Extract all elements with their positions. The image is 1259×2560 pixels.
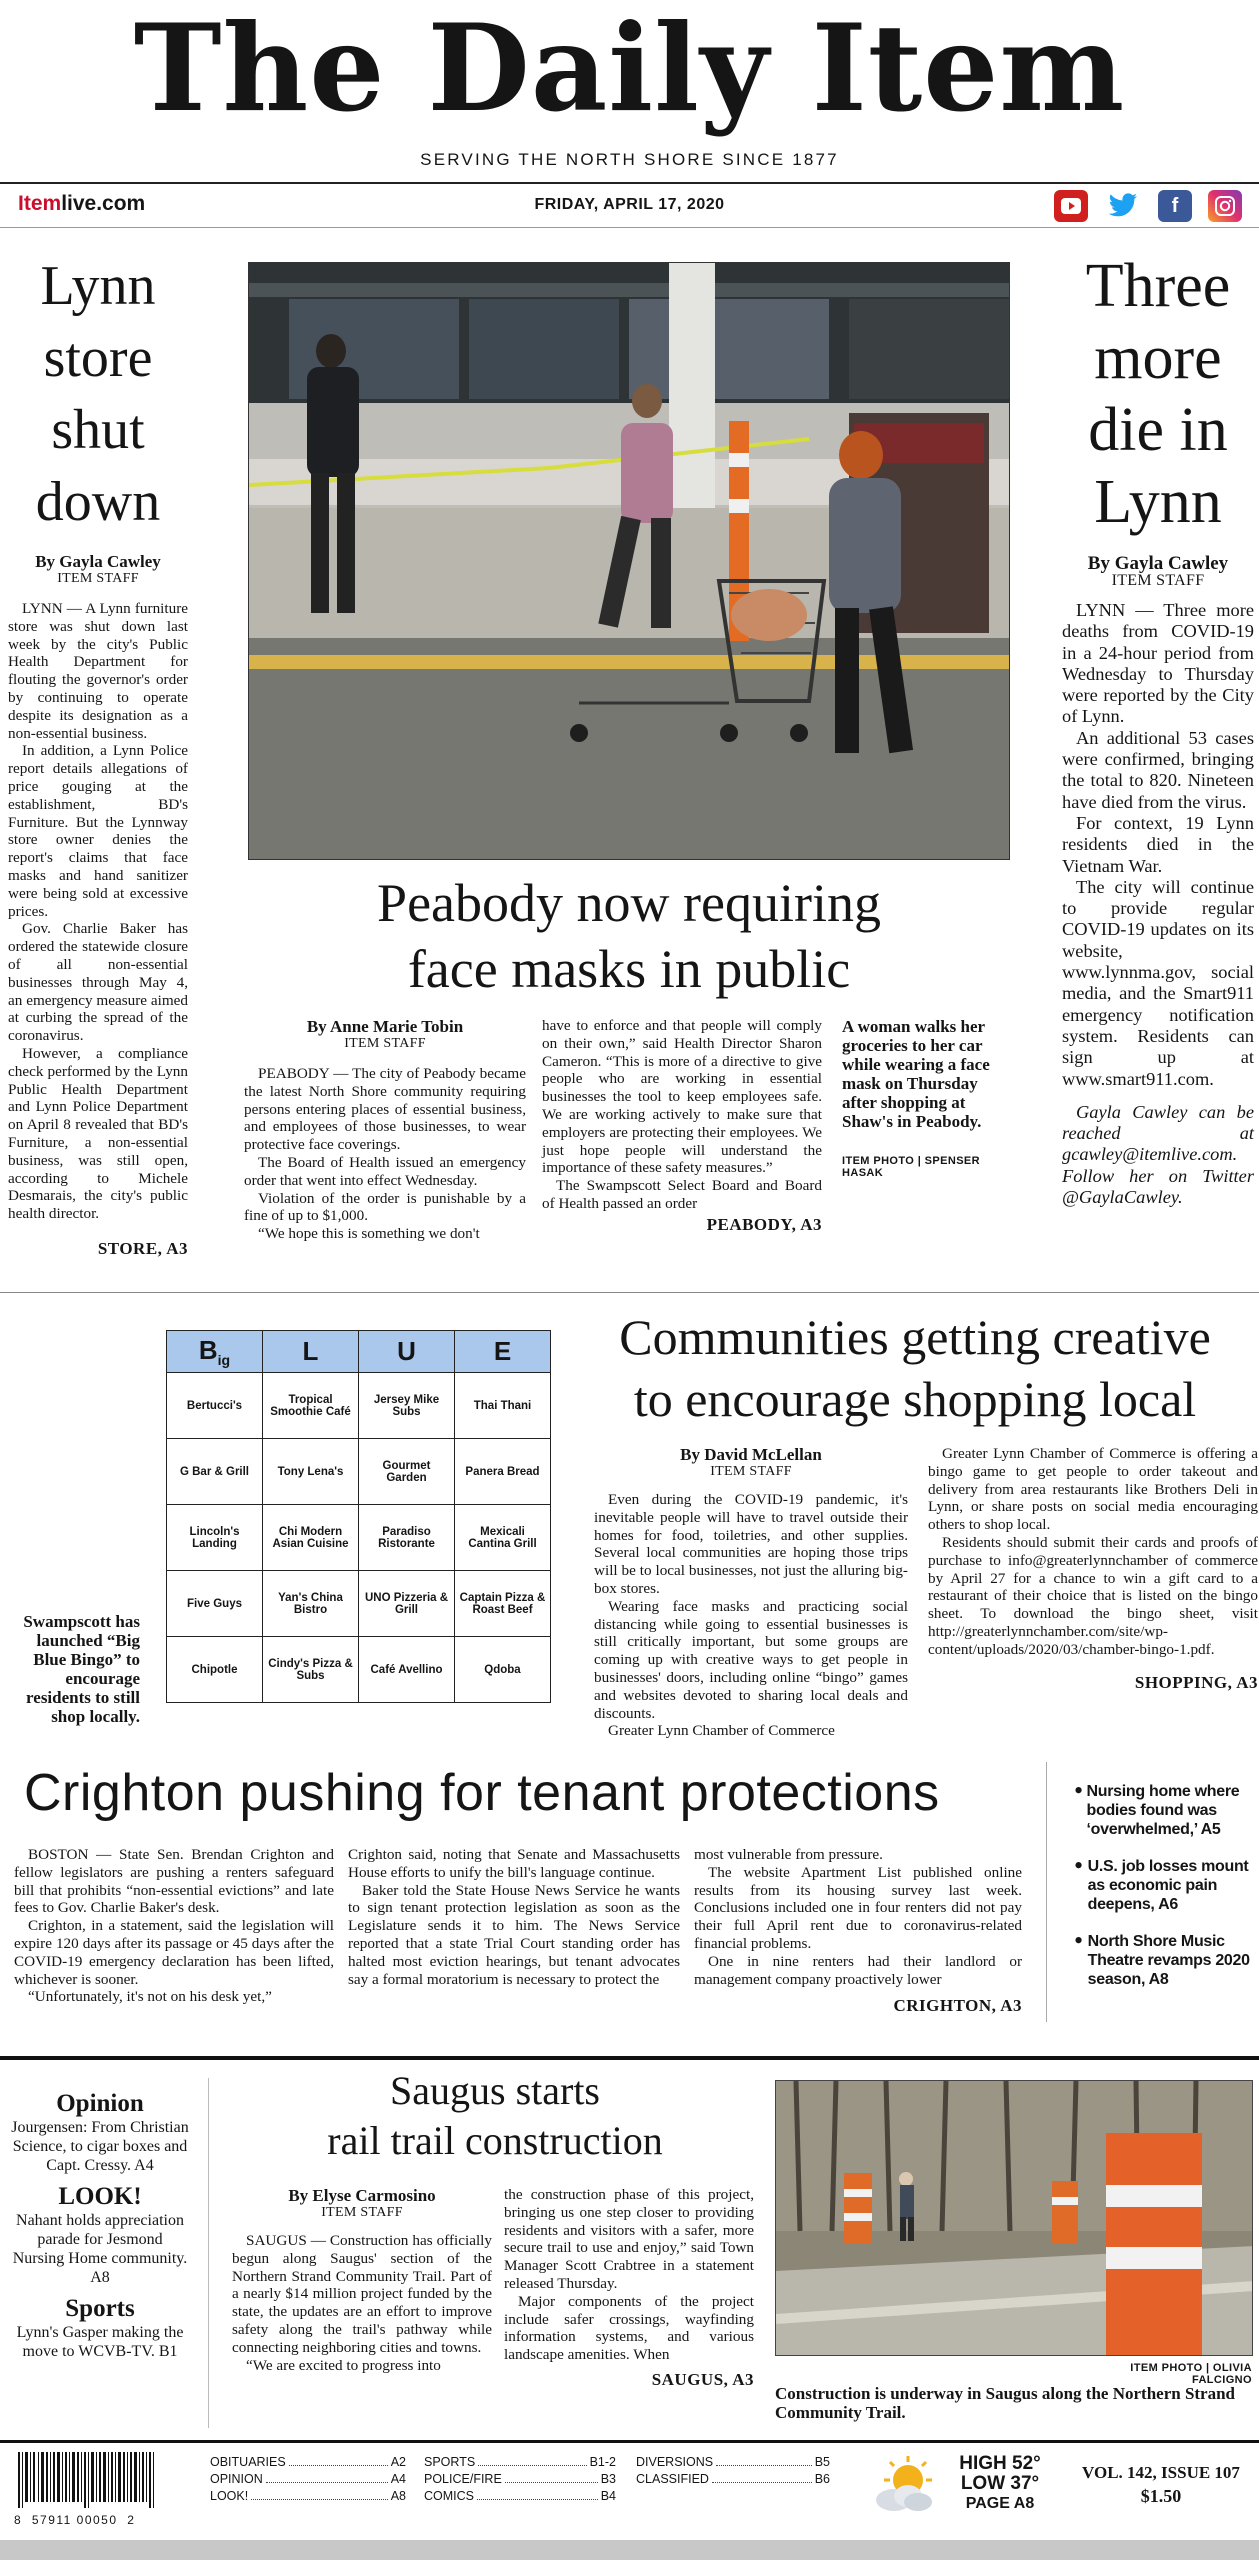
crighton-col3: [694, 1846, 1022, 2016]
peabody-photo-caption: A woman walks her groceries to her car while wearing a face mask on Thursday after shopping at Shaw's in Peabody.: [842, 1017, 990, 1131]
three-more-headline[interactable]: Three more die in Lynn: [1085, 252, 1231, 536]
masthead: [0, 0, 1259, 169]
saugus-jump[interactable]: SAUGUS, A3: [651, 2369, 754, 2389]
paragraph: Violation of the order is punishable by a fine of up to $1,000.: [244, 1189, 526, 1225]
saugus-staff: ITEM STAFF: [321, 2205, 403, 2220]
paragraph: “Unfortunately, it's not on his desk yet,”: [28, 1988, 272, 2006]
communities-staff: ITEM STAFF: [710, 1464, 792, 1479]
info-bar: [0, 182, 1259, 228]
crighton-body-col3: [694, 1846, 1022, 1988]
index-row[interactable]: [424, 2471, 616, 2488]
store-front-image: [249, 263, 1010, 860]
paragraph: most vulnerable from pressure.: [694, 1846, 883, 1863]
paragraph: Even during the COVID-19 pandemic, it's inevitable people will have to travel outside their homes for food, toiletries, and other supplies. Several local communities are hoping those trips will be to local businesses, not just the alluring big-box stores.: [594, 1491, 908, 1597]
instagram-icon[interactable]: [1208, 190, 1242, 222]
paragraph: Greater Lynn Chamber of Commerce is offering a bingo game to get people to order takeout and delivery from area restaurants like Brothers Deli in Lynn, or share posts on social media encouraging others to shop local.: [928, 1445, 1258, 1534]
ear-text: Jourgensen: From Christian Science, to cigar boxes and Capt. Cressy. A4: [11, 2119, 189, 2174]
bingo-cell: Gourmet Garden: [359, 1439, 455, 1505]
promo-item[interactable]: [1074, 1926, 1259, 1989]
paragraph: BOSTON — State Sen. Brendan Crighton and fellow legislators are pushing a renters safeguard bill that prohibits “non-essential evictions” and late fees to Gov. Charlie Baker's desk.: [14, 1846, 334, 1917]
paragraph: “We are excited to progress into: [246, 2356, 441, 2374]
index-row[interactable]: [210, 2454, 406, 2471]
site-link-suffix: live.com: [61, 192, 146, 215]
price: $1.50: [1140, 2486, 1182, 2506]
bingo-card: [166, 1330, 551, 1703]
paragraph: The city will continue to provide regular COVID-19 updates on its website, www.lynnma.gov, social media, and the Smart911 emergency notification system. Residents can sign up at www.smart911.com.: [1062, 876, 1254, 1089]
paragraph: The website Apartment List published online results from its housing survey last week. Conclusions included one in four renters did not pay their full April rent due to coronavirus-related financial problems.: [694, 1863, 1022, 1952]
saugus-body-col1: [232, 2232, 492, 2374]
bingo-header: E: [455, 1331, 551, 1373]
index-label: OBITUARIES: [210, 2455, 286, 2469]
peabody-photo: [248, 262, 1010, 860]
crighton-jump[interactable]: CRIGHTON, A3: [893, 1996, 1022, 2016]
ear-item-sports[interactable]: [10, 2295, 190, 2361]
crighton-col2: [348, 1846, 680, 1988]
index-label: CLASSIFIED: [636, 2472, 709, 2486]
index-label: LOOK!: [210, 2489, 249, 2503]
three-more-byline: By Gayla Cawley: [1087, 553, 1229, 574]
bingo-cell: Qdoba: [455, 1637, 551, 1703]
bingo-cell: Bertucci's: [167, 1373, 263, 1439]
leader-dots: [289, 2454, 388, 2466]
issue-date: FRIDAY, APRIL 17, 2020: [534, 196, 725, 213]
ear-text: Nahant holds appreciation parade for Jesmond Nursing Home community. A8: [12, 2212, 188, 2286]
saugus-headline-line2: rail trail construction: [327, 2118, 663, 2163]
peabody-byline: By Anne Marie Tobin: [306, 1017, 464, 1036]
barcode-icon: [14, 2452, 174, 2508]
peabody-headline-line2: face masks in public: [407, 939, 851, 999]
communities-headline-line1: Communities getting creative: [619, 1309, 1211, 1365]
lynn-store-body: [8, 600, 188, 1223]
crighton-body-col1: [14, 1846, 334, 2006]
bingo-cell: Mexicali Cantina Grill: [455, 1505, 551, 1571]
paragraph: Greater Lynn Chamber of Commerce: [608, 1722, 835, 1740]
communities-jump[interactable]: SHOPPING, A3: [1134, 1672, 1258, 1692]
leader-dots: [251, 2488, 387, 2500]
index-label: COMICS: [424, 2489, 474, 2503]
communities-headline[interactable]: [580, 1306, 1250, 1430]
bingo-cell: UNO Pizzeria & Grill: [359, 1571, 455, 1637]
peabody-body-col2: [542, 1017, 822, 1213]
bingo-header: U: [359, 1331, 455, 1373]
leader-dots: [266, 2471, 388, 2483]
index-col-1: [210, 2454, 406, 2505]
peabody-photo-credit: ITEM PHOTO | SPENSER HASAK: [842, 1155, 981, 1179]
bingo-cell: Yan's China Bistro: [263, 1571, 359, 1637]
communities-body-col2: [928, 1445, 1258, 1659]
bingo-cell: Tony Lena's: [263, 1439, 359, 1505]
paragraph: LYNN — A Lynn furniture store was shut down last week by the city's Public Health Department for flouting the governor's order by continuing to operate despite its designation as a non-essential business.: [8, 600, 188, 742]
index-label: SPORTS: [424, 2455, 476, 2469]
leader-dots: [505, 2471, 598, 2483]
bingo-cell: Jersey Mike Subs: [359, 1373, 455, 1439]
three-more-article: [1062, 250, 1254, 1208]
peabody-col1: [244, 1017, 526, 1243]
barcode: [14, 2452, 184, 2528]
paragraph: Residents should submit their cards and proofs of purchase to info@greaterlynnchamber of commerce by April 27 for a chance to win a gift card to a restaurant of their choice that is listed on the bingo sheet. To download the bingo sheet, visit http://greaterlynnchamber.com/site/wp-content/uploads/2020/03/chamber-bingo-1.pdf.: [928, 1533, 1258, 1658]
index-label: OPINION: [210, 2472, 263, 2486]
communities-body-col1: [594, 1491, 908, 1740]
leader-dots: [712, 2471, 812, 2483]
bingo-cell: Chipotle: [167, 1637, 263, 1703]
bullet-icon: •: [1074, 1776, 1084, 1805]
paragraph: The Board of Health issued an emergency order that went into effect Wednesday.: [244, 1153, 526, 1189]
youtube-icon[interactable]: [1054, 190, 1088, 222]
promo-text: U.S. job losses mount as economic pain deepens, A6: [1087, 1858, 1249, 1913]
index-page: B3: [600, 2472, 616, 2486]
bingo-cell: Paradiso Ristorante: [359, 1505, 455, 1571]
communities-byline: By David McLellan: [680, 1445, 822, 1464]
bingo-cell: Cindy's Pizza & Subs: [263, 1637, 359, 1703]
paragraph: the construction phase of this project, bringing us one step closer to providing residents and visitors with a safer, more secure trail to use and enjoy,” said Town Manager Scott Crabtree in a statement released Thursday.: [504, 2186, 754, 2292]
saugus-photo: [775, 2080, 1253, 2356]
section-divider: [0, 1292, 1259, 1293]
ear-divider: [208, 2078, 209, 2428]
promo-text: Nursing home where bodies found was ‘overwhelmed,’ A5: [1086, 1783, 1240, 1838]
index-page: B5: [814, 2455, 830, 2469]
crighton-body-col2: [348, 1846, 680, 1988]
peabody-headline-line1: Peabody now requiring: [377, 873, 881, 933]
saugus-headline[interactable]: [220, 2066, 770, 2166]
paragraph: SAUGUS — Construction has officially begun along Saugus' section of the Northern Strand Community Trail. Part of a nearly $14 million project funded by the state, the updates are an effort to improve safety along the trail's pathway while connecting neighboring cities and towns.: [232, 2232, 492, 2356]
paragraph: Major components of the project include safer crossings, wayfinding information systems, and various landscape amenities. When: [504, 2292, 754, 2364]
ear-item-opinion[interactable]: [10, 2090, 190, 2175]
index-row[interactable]: [424, 2454, 616, 2471]
communities-headline-line2: to encourage shopping local: [633, 1371, 1197, 1427]
peabody-headline[interactable]: [248, 870, 1010, 1002]
paragraph: The Swampscott Select Board and Board of Health passed an order: [542, 1177, 822, 1212]
peabody-jump[interactable]: PEABODY, A3: [706, 1214, 822, 1234]
ear-title: LOOK!: [58, 2183, 142, 2210]
bingo-cell: Five Guys: [167, 1571, 263, 1637]
paragraph: Crighton, in a statement, said the legislation will expire 120 days after its passage or 45 days after the COVID-19 emergency declaration has been lifted, whichever is sooner.: [14, 1917, 334, 1988]
three-more-tagline: Gayla Cawley can be reached at gcawley@itemlive.com. Follow her on Twitter @GaylaCawley.: [1062, 1101, 1254, 1208]
saugus-body-col2: [504, 2186, 754, 2364]
twitter-icon[interactable]: [1106, 190, 1140, 222]
paragraph: Wearing face masks and practicing social distancing while going to essential businesses is still critically important, but some groups are coming up with creative ways to get people in businesses' doors, including online “bingo” games and websites devoted to sharing local deals and discounts.: [594, 1597, 908, 1722]
lynn-store-article: [8, 250, 188, 1259]
paragraph: Baker told the State House News Service he wants to sign tenant protection legislation as soon as the Legislature sends it to him. The News Service reported that a state Trial Court standing order has halted most eviction hearings, but tenant advocates say a formal moratorium is necessary to protect the: [348, 1881, 680, 1988]
bingo-cell: Thai Thani: [455, 1373, 551, 1439]
weather-block: [944, 2454, 1056, 2514]
three-more-staff: ITEM STAFF: [1111, 572, 1205, 589]
index-row[interactable]: [424, 2488, 616, 2505]
paragraph: An additional 53 cases were confirmed, bringing the total to 820. Nineteen have died from the virus.: [1062, 727, 1254, 812]
inside-promos: [1074, 1776, 1259, 2007]
weather-high: HIGH 52°: [959, 2453, 1041, 2474]
facebook-icon[interactable]: f: [1158, 190, 1192, 222]
paragraph: Crighton said, noting that Senate and Massachusetts House efforts to unify the bill's language continue.: [348, 1846, 680, 1881]
index-page: B4: [600, 2489, 616, 2503]
crighton-headline-text: Crighton pushing for tenant protections: [24, 1764, 940, 1822]
communities-col1: [594, 1445, 908, 1740]
issue-info: [1076, 2462, 1246, 2508]
index-row[interactable]: [210, 2488, 406, 2505]
lynn-store-staff: ITEM STAFF: [57, 571, 139, 586]
weather-icon: [868, 2452, 940, 2524]
bingo-caption: Swampscott has launched “Big Blue Bingo” to encourage residents to still shop locally.: [23, 1612, 140, 1726]
paragraph: However, a compliance check performed by the Lynn Public Health Department and Lynn Police Department on April 8 revealed that BD's Furniture, a non-essential business, was still open, according to Michele Desmarais, the city's public health director.: [8, 1044, 188, 1223]
weather-page[interactable]: PAGE A8: [965, 2495, 1035, 2512]
paragraph: In addition, a Lynn Police report details allegations of price gouging at the establishment, BD's Furniture. But the Lynnway store owner denies the report's claims that face masks and hand sanitizer were being sold at excessive prices.: [8, 742, 188, 920]
crighton-headline[interactable]: [24, 1762, 1034, 1824]
bingo-header: $B_{ig}$: [167, 1331, 263, 1373]
promo-text: North Shore Music Theatre revamps 2020 season, A8: [1087, 1933, 1250, 1988]
promo-divider: [1046, 1762, 1047, 2022]
index-label: POLICE/FIRE: [424, 2472, 502, 2486]
index-page: B1-2: [589, 2455, 616, 2469]
crighton-col1: [14, 1846, 334, 2006]
peabody-staff: ITEM STAFF: [344, 1036, 426, 1051]
lynn-store-jump[interactable]: STORE, A3: [97, 1238, 188, 1258]
volume-issue: VOL. 142, ISSUE 107: [1082, 2463, 1240, 2482]
site-link-prefix: Item: [18, 192, 62, 215]
footer-rule: [0, 2440, 1259, 2443]
index-page: B6: [814, 2472, 830, 2486]
leader-dots: [477, 2488, 598, 2500]
peabody-photo-caption-block: [842, 1017, 1012, 1179]
bingo-cell: Captain Pizza & Roast Beef: [455, 1571, 551, 1637]
ear-item-look[interactable]: [10, 2183, 190, 2287]
communities-col2: [928, 1445, 1258, 1693]
index-row[interactable]: [636, 2454, 830, 2471]
leader-dots: [478, 2454, 586, 2466]
index-col-3: [636, 2454, 830, 2488]
bullet-icon: •: [1074, 1851, 1084, 1880]
bingo-cell: Chi Modern Asian Cuisine: [263, 1505, 359, 1571]
lower-section-divider: [0, 2056, 1259, 2060]
masthead-slogan: SERVING THE NORTH SHORE SINCE 1877: [420, 150, 839, 169]
paragraph: “We hope this is something we don't: [258, 1225, 480, 1243]
ear-title: Sports: [65, 2295, 135, 2322]
bingo-grid: [166, 1330, 551, 1703]
index-page: A4: [390, 2472, 406, 2486]
saugus-byline: By Elyse Carmosino: [288, 2186, 436, 2205]
bingo-cell: Panera Bread: [455, 1439, 551, 1505]
bingo-cell: Tropical Smoothie Café: [263, 1373, 359, 1439]
index-label: DIVERSIONS: [636, 2455, 714, 2469]
bingo-cell: Lincoln's Landing: [167, 1505, 263, 1571]
saugus-photo-caption: Construction is underway in Saugus along the Northern Strand Community Trail.: [775, 2384, 1236, 2422]
weather-low: LOW 37°: [960, 2473, 1040, 2494]
index-page: A8: [390, 2489, 406, 2503]
paragraph: have to enforce and that people will comply on their own,” said Health Director Sharon Cameron. “This is more of a directive to give people who are working in essential businesses the tool to keep employees safe. We are working actively to make sure that employers are protecting their employees. We just hope people will understand the importance of these safety measures.”: [542, 1017, 822, 1177]
three-more-body: [1062, 600, 1254, 1090]
promo-item[interactable]: [1074, 1776, 1259, 1839]
section-ears: [10, 2090, 190, 2361]
bullet-icon: •: [1074, 1926, 1084, 1955]
index-row[interactable]: [210, 2471, 406, 2488]
rail-trail-image: [776, 2081, 1253, 2356]
bingo-cell: Café Avellino: [359, 1637, 455, 1703]
barcode-digits: 8 57911 00050 2: [14, 2513, 136, 2527]
paragraph: For context, 19 Lynn residents died in the Vietnam War.: [1062, 812, 1254, 876]
leader-dots: [716, 2454, 812, 2466]
saugus-headline-line1: Saugus starts: [390, 2068, 600, 2113]
ear-text: Lynn's Gasper making the move to WCVB-TV. B1: [16, 2324, 184, 2360]
ear-title: Opinion: [56, 2090, 144, 2117]
peabody-col2: [542, 1017, 822, 1235]
bingo-header: L: [263, 1331, 359, 1373]
bottom-margin-bar: [0, 2540, 1259, 2560]
paragraph: LYNN — Three more deaths from COVID-19 in a 24-hour period from Wednesday to Thursday were reported by the City of Lynn.: [1062, 600, 1254, 727]
peabody-body-col1: [244, 1065, 526, 1243]
promo-item[interactable]: [1074, 1851, 1259, 1914]
index-page: A2: [390, 2455, 406, 2469]
index-row[interactable]: [636, 2471, 830, 2488]
paragraph: Gov. Charlie Baker has ordered the statewide closure of all non-essential businesses through May 4, an emergency measure aimed at curbing the spread of the coronavirus.: [8, 920, 188, 1045]
paragraph: One in nine renters had their landlord or management company proactively lower: [694, 1952, 1022, 1988]
saugus-col2: [504, 2186, 754, 2390]
bingo-cell: G Bar & Grill: [167, 1439, 263, 1505]
paragraph: PEABODY — The city of Peabody became the latest North Shore community requiring persons entering places of essential business, and employees of those businesses, to wear protective face coverings.: [244, 1065, 526, 1154]
lynn-store-byline: By Gayla Cawley: [35, 552, 161, 571]
newspaper-title: The Daily Item: [133, 0, 1126, 139]
saugus-photo-credit: ITEM PHOTO | OLIVIA FALCIGNO: [1130, 2362, 1252, 2386]
saugus-col1: [232, 2186, 492, 2374]
lynn-store-headline[interactable]: Lynn store shut down: [35, 255, 161, 533]
index-col-2: [424, 2454, 616, 2505]
